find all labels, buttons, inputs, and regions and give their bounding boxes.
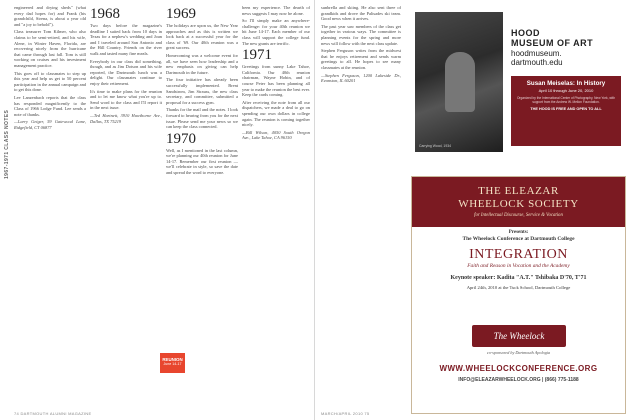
class-notes-column-5 <box>321 5 401 86</box>
wheelock-header <box>412 177 625 227</box>
column-paragraph: Two days before the magazine's deadline I suited back from 10 days in Texas for a nephew's wedding and Joan and I traveled around San Antonio and the Hill Country. Friends on the river walk and tasted many fine meals. <box>90 23 162 56</box>
column-paragraph: Well, as I mentioned in the last column, we're planning our 40th reunion for June 14-17. Remember our first reunion — we'll celebrate in style, so save the date and spread the word to everyone. <box>166 147 238 176</box>
conference-date: April 24th, 2010 at the Tuck School, Dartmouth College <box>466 285 571 290</box>
wheelock-tagline: for Intellectual Discourse, Service & Vocation <box>474 213 563 218</box>
conference-subtitle: Faith and Reason in Vocation and the Academy <box>467 263 570 269</box>
hood-museum-ad[interactable] <box>411 6 626 173</box>
column-paragraph: Class treasurer Tom Kilmer, who also claims to be semi-retired, and his wife, Alene, in Winter Haven, Florida, are recovering nicely from the hurricane that came through last fall. Tom is still working on cruises and his investment management practice. <box>14 29 86 68</box>
column-paragraph: It's time to make plans for the reunion and to let me know what you're up to. Send word to the class and I'll report it in the next issue. <box>90 88 162 111</box>
column-signature: —Ted Hartnett, 3910 Hawthorne Ave., Dallas, TX 75219 <box>90 112 162 124</box>
hood-logo-line2: MUSEUM OF ART <box>511 38 594 48</box>
column-paragraph: engineered and drying sheds" (what every dad hopes for) and Frank (his grandchild, Sirena, is about a year old and "a joy to behold"). <box>14 5 86 27</box>
column-signature: —Bill Wilson, 4050 South Oregon Ave., Lake Tahoe, CA 96150 <box>242 129 310 141</box>
column-signature: —Stephen Ferguson, 1200 Lakeside Dr., Evanston, IL 60201 <box>321 72 401 84</box>
exhibition-title: Susan Meiselas: In History <box>526 80 606 87</box>
wheelock-contact <box>412 363 625 384</box>
column-paragraph: The past year saw members of the class get together in various ways. The committee is planning events for the spring and more news will follow with the next class update. <box>321 23 401 46</box>
wheelock-body <box>412 229 625 291</box>
column-paragraph: Greetings from sunny Lake Tahoe, California. Our 40th reunion chairman, Wayne Hobin, and of course Peter has been planning all year to make the reunion the best ever. Keep the cards coming. <box>242 64 310 98</box>
hood-logo-line1: HOOD <box>511 28 540 38</box>
class-year-heading: 1971 <box>242 47 272 64</box>
class-year-heading: 1968 <box>90 6 120 22</box>
column-signature: —Larry Geiger, 59 Gatewood Lane, Ridgefield, CT 06877 <box>14 119 86 130</box>
cosponsor-note: co-sponsored by Dartmouth Apologia <box>486 350 551 355</box>
section-side-label <box>3 100 11 180</box>
class-notes-column-4 <box>242 5 310 143</box>
exhibition-free-note: THE HOOD IS FREE AND OPEN TO ALL <box>530 107 602 111</box>
column-paragraph: This goes off to classmates to step up this year and help us get to 50 percent participation in the annual campaign and to get this done. <box>14 70 86 93</box>
class-notes-column-1 <box>14 5 86 132</box>
column-paragraph: Homecoming was a welcome event for all, we have seen how leadership and a new emphasis on giving can help Dartmouth in the future. <box>166 52 238 75</box>
hood-museum-logo <box>511 28 621 67</box>
keynote-speaker: Keynote speaker: Kadita "A.T." Tshibaka D'70, T'71 <box>450 275 587 281</box>
column-paragraph: been my experience. The dearth of news suggests I may now be alone. <box>242 5 310 16</box>
wheelock-website-link[interactable]: WWW.WHEELOCKCONFERENCE.ORG <box>439 364 598 373</box>
exhibition-box <box>511 76 621 146</box>
column-paragraph: Everybody in our class did something, though, and as Jim Dotson and his wife reported, the Dartmouth lunch was a delight. Our classmates continue to enjoy their retirement. <box>90 58 162 86</box>
class-year-heading: 1969 <box>166 6 196 22</box>
conference-title: INTEGRATION <box>469 247 568 262</box>
right-page <box>314 0 628 420</box>
reunion-badge <box>160 353 185 373</box>
column-paragraph: So I'll simply make an anywhere-challenge: for your 40th reunion we hit June 14-17. Each member of our class will support the college fund. The new grants are terrific. <box>242 18 310 46</box>
class-notes-column-2 <box>90 5 162 126</box>
column-paragraph: sunbrella and skiing. He also sent three of grandkids and drove the Palisades ski team. Good news when it arrives. <box>321 5 401 22</box>
wheelock-conference-logo: The Wheelock <box>472 325 566 347</box>
column-paragraph: After receiving the note from all our dispatchers, we made a deal to go on spending our own dollars in college again. The reunion is coming together nicely. <box>242 99 310 128</box>
side-label-text: 1967-1971 CLASS NOTES <box>4 109 10 179</box>
hood-url-line1[interactable]: hoodmuseum. <box>511 49 562 58</box>
column-paragraph: Thanks for the mail and the notes. I look forward to hearing from you for the next issue. Please send me your news so we can keep the class connected. <box>166 107 238 130</box>
column-paragraph: The holidays are upon us, the New Year approaches and as this is written we look back at a successful year for the class of '69. Our 40th reunion was a great success. <box>166 23 238 51</box>
class-notes-column-3 <box>166 5 238 178</box>
page-footer-left: 74 DARTMOUTH ALUMNI MAGAZINE <box>14 411 92 416</box>
presents-label: Presents: <box>508 230 529 235</box>
page-footer-right: MARCH/APRIL 2010 75 <box>321 411 370 416</box>
photo-figure <box>445 52 475 112</box>
reunion-label: REUNION <box>162 357 183 362</box>
class-year-heading: 1970 <box>166 130 196 147</box>
exhibition-photo <box>415 12 503 152</box>
exhibition-dates: April 10 through June 20, 2010 <box>538 88 594 93</box>
column-paragraph: Stephen Ferguson writes from the midwest that he enjoys retirement and sends warm greetings to all. He hopes to see many classmates at the reunion. <box>321 48 401 70</box>
wheelock-title-line2: WHEELOCK SOCIETY <box>458 198 579 210</box>
column-paragraph: Lee Lanzenbach reports that the class has responded magnificently to the Class of 1966 Lodge Fund. Lee sends a note of thanks. <box>14 94 86 117</box>
wheelock-society-ad[interactable] <box>411 176 626 414</box>
column-paragraph: The four initiative has already been successfully implemented. Brent Sandstrom, Jim Strauss, the new class secretary, and committee, submitted a proposal for a success gym. <box>166 77 238 105</box>
photo-caption: Carrying Wood, 1934 <box>419 144 451 148</box>
conference-name: The Wheelock Conference at Dartmouth College <box>462 236 575 242</box>
wheelock-email-phone[interactable]: INFO@ELEAZARWHEELOCK.ORG | (866) 775-1188 <box>458 377 579 383</box>
hood-url-line2[interactable]: dartmouth.edu <box>511 58 563 67</box>
reunion-dates: June 14-17 <box>163 362 182 366</box>
exhibition-blurb: Organized by the International Center of Photography, New York, with support from the Andrew W. Mellon Foundation. <box>516 96 616 104</box>
wheelock-title-line1: THE ELEAZAR <box>478 185 559 197</box>
